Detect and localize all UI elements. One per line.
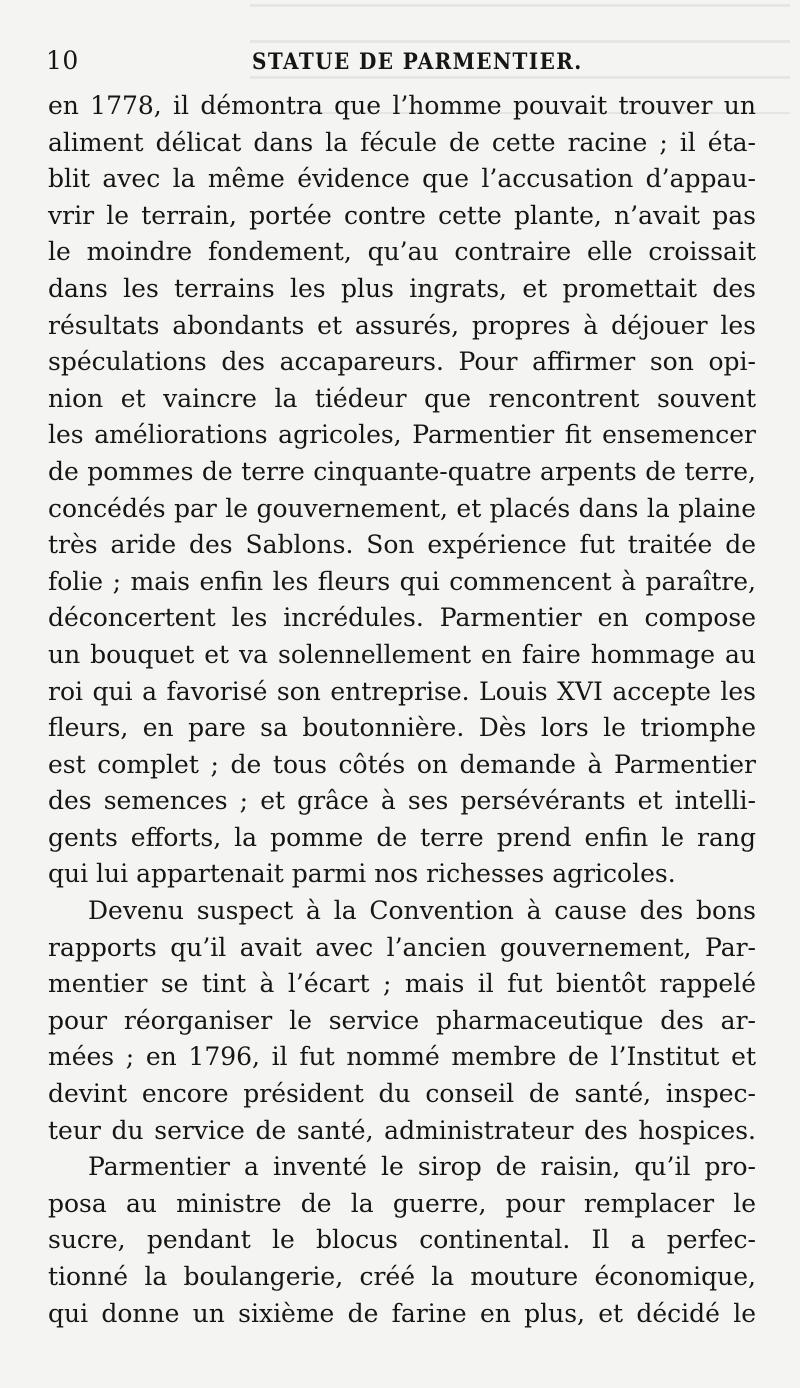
text-line: un bouquet et va solennellement en faire hommage au: [48, 639, 756, 669]
text-line: en 1778, il démontra que l’homme pouvait trouver un: [48, 91, 756, 120]
text-line: posa au ministre de la guerre, pour remplacer le: [48, 1188, 756, 1218]
text-line: spéculations des accapareurs. Pour affirmer son opi-: [48, 347, 756, 377]
text-line: des semences ; et grâce à ses persévérants et intelli-: [48, 786, 756, 816]
text-line: résultats abondants et assurés, propres à déjouer les: [48, 310, 756, 340]
text-line: devint encore président du conseil de santé, inspec-: [48, 1079, 756, 1109]
text-line: déconcertent les incrédules. Parmentier en compose: [48, 603, 756, 633]
text-line: blit avec la même évidence que l’accusation d’appau-: [48, 164, 756, 194]
text-line: sucre, pendant le blocus continental. Il a perfec-: [48, 1225, 756, 1255]
text-line: gents efforts, la pomme de terre prend enfin le rang: [48, 822, 756, 852]
text-line: concédés par le gouvernement, et placés dans la plaine: [48, 493, 756, 523]
text-line: le moindre fondement, qu’au contraire elle croissait: [48, 237, 756, 267]
text-line: nion et vaincre la tiédeur que rencontrent souvent: [48, 383, 756, 413]
body-text: [48, 88, 756, 1332]
text-line: folie ; mais enfin les fleurs qui commencent à paraître,: [48, 566, 756, 596]
text-line: tionné la boulangerie, créé la mouture économique,: [48, 1262, 756, 1291]
paragraph-start-line: Devenu suspect à la Convention à cause des bons: [88, 896, 756, 926]
running-head: STATUE DE PARMENTIER.: [252, 48, 583, 75]
text-line: mentier se tint à l’écart ; mais il fut bientôt rappelé: [48, 969, 756, 999]
text-line: rapports qu’il avait avec l’ancien gouvernement, Par-: [48, 932, 756, 962]
text-line: fleurs, en pare sa boutonnière. Dès lors le triomphe: [48, 713, 756, 743]
paragraph-end-line: qui lui appartenait parmi nos richesses agricoles.: [48, 859, 676, 889]
text-line: est complet ; de tous côtés on demande à Parmentier: [48, 749, 756, 779]
text-line: aliment délicat dans la fécule de cette racine ; il éta-: [48, 127, 756, 157]
text-line: dans les terrains les plus ingrats, et promettait des: [48, 273, 756, 303]
text-line: roi qui a favorisé son entreprise. Louis XVI accepte les: [48, 676, 756, 706]
text-line: de pommes de terre cinquante-quatre arpents de terre,: [48, 456, 756, 486]
paragraph-start-line: Parmentier a inventé le sirop de raisin, qu’il pro-: [88, 1152, 756, 1182]
text-line: qui donne un sixième de farine en plus, et décidé le: [48, 1298, 756, 1328]
page-number: 10: [46, 46, 79, 75]
text-line: très aride des Sablons. Son expérience fut traitée de: [48, 530, 756, 560]
text-line: vrir le terrain, portée contre cette plante, n’avait pas: [48, 200, 756, 230]
page-header: [46, 40, 754, 84]
text-line: les améliorations agricoles, Parmentier fit ensemencer: [48, 420, 756, 450]
paragraph-end-line: teur du service de santé, administrateur des hospices.: [48, 1115, 756, 1145]
text-line: pour réorganiser le service pharmaceutique des ar-: [48, 1005, 756, 1035]
text-line: mées ; en 1796, il fut nommé membre de l’Institut et: [48, 1042, 756, 1072]
